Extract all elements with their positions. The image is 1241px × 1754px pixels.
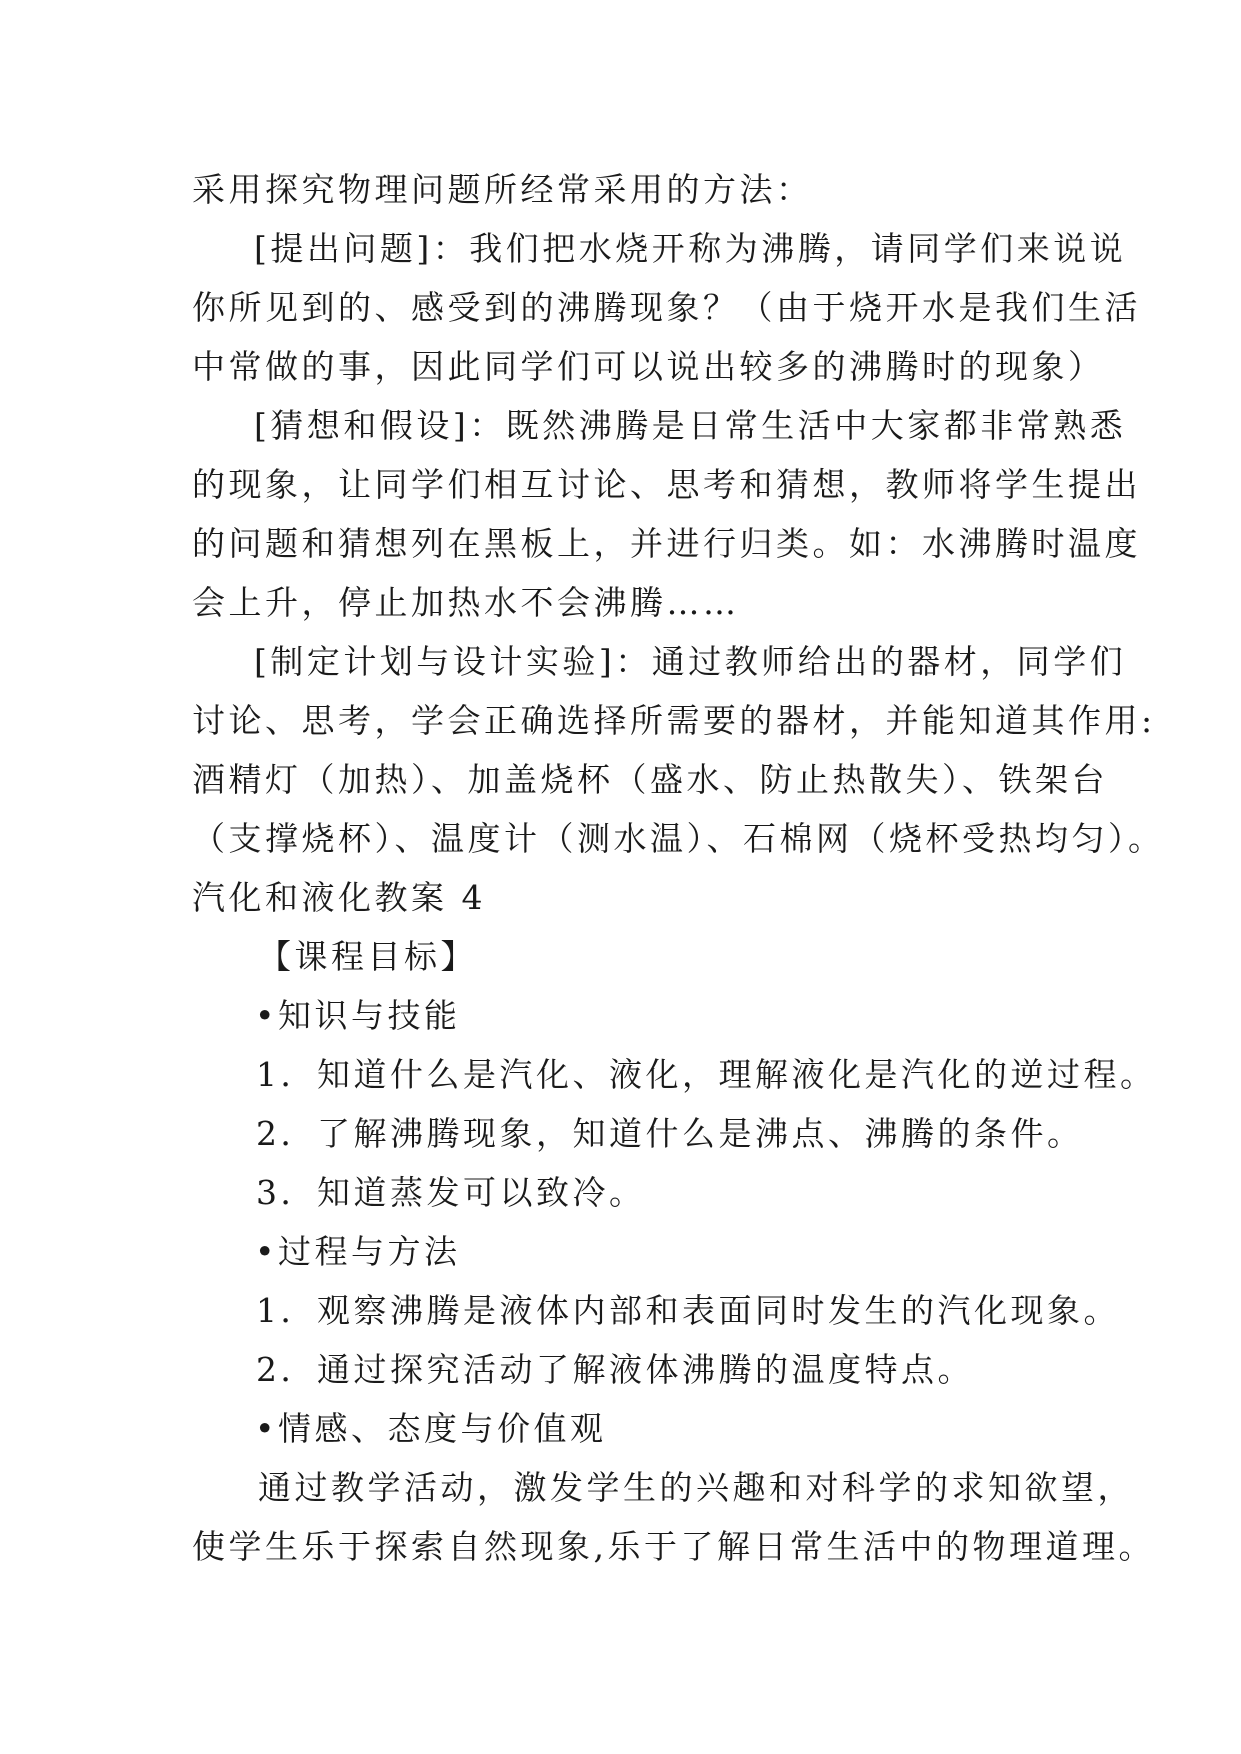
section-title: 汽化和液化教案 4 bbox=[192, 878, 486, 917]
paragraph-hypothesis-cont-2: 的问题和猜想列在黑板上，并进行归类。如：水沸腾时温度 bbox=[192, 524, 1141, 563]
course-objectives-heading: 【课程目标】 bbox=[258, 937, 477, 976]
objective-category-knowledge: •知识与技能 bbox=[255, 996, 461, 1035]
paragraph-attitude-cont: 使学生乐于探索自然现象,乐于了解日常生活中的物理道理。 bbox=[192, 1527, 1155, 1566]
paragraph-plan-design: [制定计划与设计实验]：通过教师给出的器材，同学们 bbox=[254, 642, 1127, 681]
paragraph-pose-question: [提出问题]：我们把水烧开称为沸腾，请同学们来说说 bbox=[254, 229, 1127, 268]
objective-category-process: •过程与方法 bbox=[255, 1232, 461, 1271]
objective-item: 3．知道蒸发可以致冷。 bbox=[256, 1173, 646, 1212]
paragraph-plan-design-cont-2: 酒精灯（加热）、加盖烧杯（盛水、防止热散失）、铁架台 bbox=[192, 760, 1108, 799]
objective-item: 2．通过探究活动了解液体沸腾的温度特点。 bbox=[256, 1350, 974, 1389]
paragraph-hypothesis-cont-1: 的现象，让同学们相互讨论、思考和猜想，教师将学生提出 bbox=[192, 465, 1141, 504]
paragraph-hypothesis-cont-3: 会上升，停止加热水不会沸腾…… bbox=[192, 583, 740, 622]
paragraph-intro: 采用探究物理问题所经常采用的方法： bbox=[192, 170, 813, 209]
objective-item: 2．了解沸腾现象，知道什么是沸点、沸腾的条件。 bbox=[256, 1114, 1084, 1153]
objective-item: 1．知道什么是汽化、液化，理解液化是汽化的逆过程。 bbox=[256, 1055, 1157, 1094]
paragraph-plan-design-cont-1: 讨论、思考，学会正确选择所需要的器材，并能知道其作用: bbox=[192, 701, 1156, 740]
objective-item: 1．观察沸腾是液体内部和表面同时发生的汽化现象。 bbox=[256, 1291, 1120, 1330]
objective-category-attitude: •情感、态度与价值观 bbox=[255, 1409, 607, 1448]
paragraph-pose-question-cont-2: 中常做的事，因此同学们可以说出较多的沸腾时的现象） bbox=[192, 347, 1105, 386]
paragraph-attitude: 通过教学活动，激发学生的兴趣和对科学的求知欲望， bbox=[258, 1468, 1134, 1507]
document-body bbox=[192, 160, 1165, 1576]
paragraph-pose-question-cont-1: 你所见到的、感受到的沸腾现象？（由于烧开水是我们生活 bbox=[192, 288, 1141, 327]
paragraph-hypothesis: [猜想和假设]：既然沸腾是日常生活中大家都非常熟悉 bbox=[254, 406, 1127, 445]
paragraph-plan-design-cont-3: （支撑烧杯）、温度计（测水温）、石棉网（烧杯受热均匀）。 bbox=[192, 819, 1165, 858]
